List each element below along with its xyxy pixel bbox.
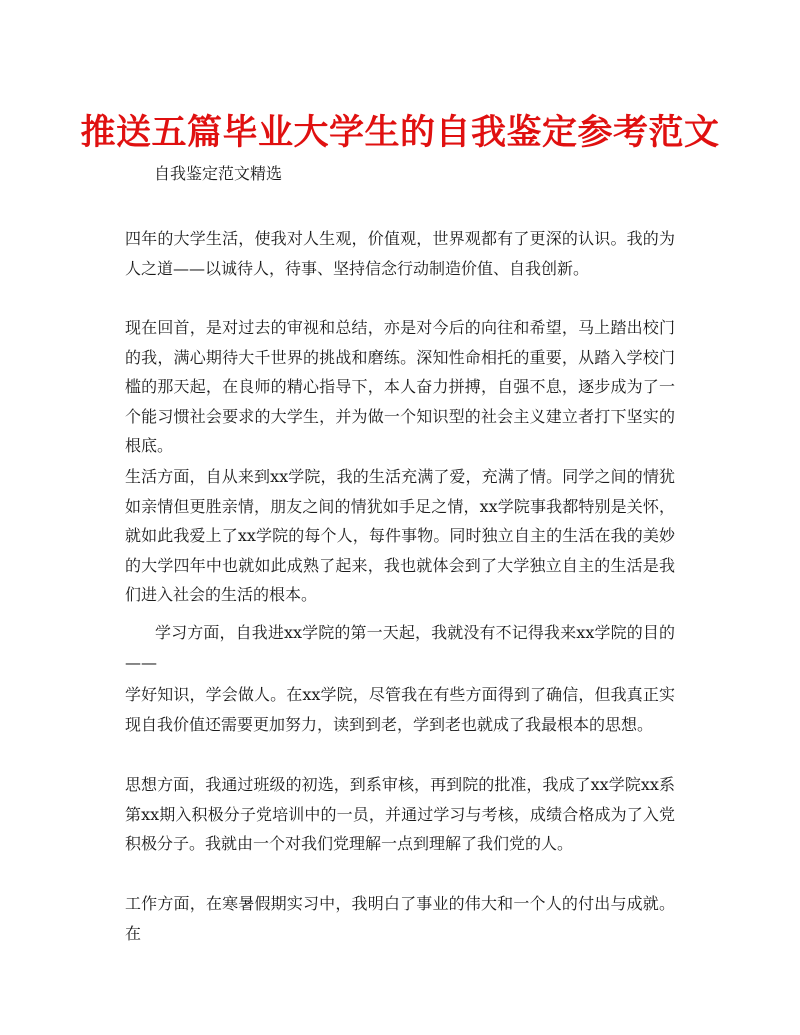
paragraph-6: 思想方面，我通过班级的初选，到系审核，再到院的批准，我成了xx学院xx系第xx期入积极分子党培训中的一员，并通过学习与考核，成绩合格成为了入党积极分子。我就由一个对我们党理解一点到理解了我们党的人。: [125, 775, 675, 853]
paragraph-1: 四年的大学生活，使我对人生观，价值观，世界观都有了更深的认识。我的为人之道——以诚待人，待事、坚持信念行动制造价值、自我创新。: [125, 229, 675, 278]
paragraph-2: 现在回首，是对过去的审视和总结，亦是对今后的向往和希望，马上踏出校门的我，满心期待大千世界的挑战和磨练。深知性命相托的重要，从踏入学校门槛的那天起，在良师的精心指导下，本人奋力拼搏，自强不息，逐步成为了一个能习惯社会要求的大学生，并为做一个知识型的社会主义建立者打下坚实的根底。: [125, 318, 675, 455]
paragraph-3: 生活方面，自从来到xx学院，我的生活充满了爱，充满了情。同学之间的情犹如亲情但更胜亲情，朋友之间的情犹如手足之情，xx学院事我都特别是关怀，就如此我爱上了xx学院的每个人，每件事物。同时独立自主的生活在我的美妙的大学四年中也就如此成熟了起来，我也就体会到了大学独立自主的生活是我们进入社会的生活的根本。: [125, 467, 675, 604]
paragraph-4: 学习方面，自我进xx学院的第一天起，我就没有不记得我来xx学院的目的——: [125, 623, 675, 672]
document-title: 推送五篇毕业大学生的自我鉴定参考范文: [80, 113, 720, 153]
paragraph-7: 工作方面，在寒暑假期实习中，我明白了事业的伟大和一个人的付出与成就。在: [125, 894, 675, 943]
document-subtitle: 自我鉴定范文精选: [154, 164, 283, 183]
paragraph-5: 学好知识，学会做人。在xx学院，尽管我在有些方面得到了确信，但我真正实现自我价值还需要更加努力，读到到老，学到老也就成了我最根本的思想。: [125, 685, 675, 734]
